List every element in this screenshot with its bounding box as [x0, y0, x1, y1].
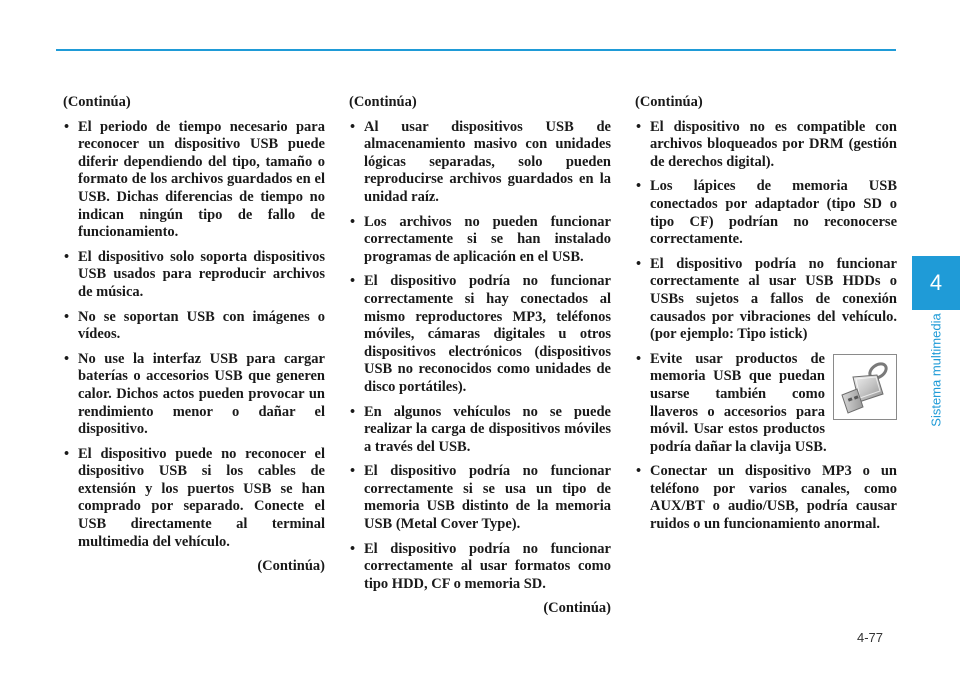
bullet-item: • El periodo de tiempo necesario para reconocer un dispositivo USB puede diferir dependiendo del tipo, tamaño o formato de los archivos guardados en el USB. Dichas diferencias de tiempo no indican ningún tipo de fallo de funcionamiento. [63, 119, 325, 242]
chapter-number-tab: 4 [912, 256, 960, 310]
bullet-item: • No use la interfaz USB para cargar baterías o accesorios USB que generen calor. Dichos actos pueden provocar un rendimiento menor o dañar el dispositivo. [63, 351, 325, 439]
bullet-item: • El dispositivo no es compatible con archivos bloqueados por DRM (gestión de derechos digital). [635, 119, 897, 172]
bullet-item: • El dispositivo puede no reconocer el dispositivo USB si los cables de extensión y los puertos USB se han comprado por separado. Conecte el USB directamente al terminal multimedia del vehículo. [63, 446, 325, 552]
continued-footer: (Continúa) [257, 558, 325, 575]
bullet-item: • El dispositivo podría no funcionar correctamente al usar formatos como tipo HDD, CF o memoria SD. [349, 541, 611, 594]
column-2 [349, 94, 611, 618]
bullet-item: • El dispositivo podría no funcionar correctamente al usar USB HDDs o USBs sujetos a fallos de conexión causados por vibraciones del vehículo. (por ejemplo: Tipo istick) [635, 256, 897, 344]
bullet-item: • Al usar dispositivos USB de almacenamiento masivo con unidades lógicas separadas, solo pueden reproducirse archivos guardados en la unidad raíz. [349, 119, 611, 207]
bullet-list [63, 119, 325, 552]
bullet-item: • Conectar un dispositivo MP3 o un teléfono por varios canales, como AUX/BT o audio/USB, podría causar ruidos o un funcionamiento anormal. [635, 463, 897, 533]
continued-footer: (Continúa) [543, 600, 611, 617]
chapter-title: Sistema multimedia [928, 313, 944, 427]
bullet-list [635, 119, 897, 534]
bullet-text: Evite usar productos de memoria USB que puedan usarse también como llaveros o accesorios para móvil. Usar estos productos podría dañar la clavija USB. [650, 350, 827, 455]
continued-header: (Continúa) [63, 94, 131, 110]
bullet-item: • El dispositivo solo soporta dispositivos USB usados para reproducir archivos de música. [63, 249, 325, 302]
bullet-item: • En algunos vehículos no se puede realizar la carga de dispositivos móviles a través del USB. [349, 404, 611, 457]
bullet-item: • Los archivos no pueden funcionar correctamente si se han instalado programas de aplicación en el USB. [349, 214, 611, 267]
usb-keychain-image [833, 354, 897, 420]
column-3 [635, 94, 897, 541]
bullet-item: • El dispositivo podría no funcionar correctamente si hay conectados al mismo reproductores MP3, teléfonos móviles, cámaras digitales u otros dispositivos electrónicos (dispositivos USB no reconocidos como unidades de disco portátiles). [349, 273, 611, 396]
continued-header: (Continúa) [635, 94, 703, 110]
bullet-item: • Los lápices de memoria USB conectados por adaptador (tipo SD o tipo CF) podrían no reconocerse correctamente. [635, 178, 897, 248]
header-rule [56, 49, 896, 51]
bullet-item: • No se soportan USB con imágenes o vídeos. [63, 309, 325, 344]
usb-keychain-icon [834, 355, 896, 419]
column-1 [63, 94, 325, 576]
page-number: 4-77 [857, 630, 884, 645]
bullet-item: • El dispositivo podría no funcionar correctamente si se usa un tipo de memoria USB distinto de la memoria USB (Metal Cover Type). [349, 463, 611, 533]
bullet-item-with-image [635, 351, 897, 457]
bullet-list [349, 119, 611, 594]
continued-header: (Continúa) [349, 94, 417, 110]
